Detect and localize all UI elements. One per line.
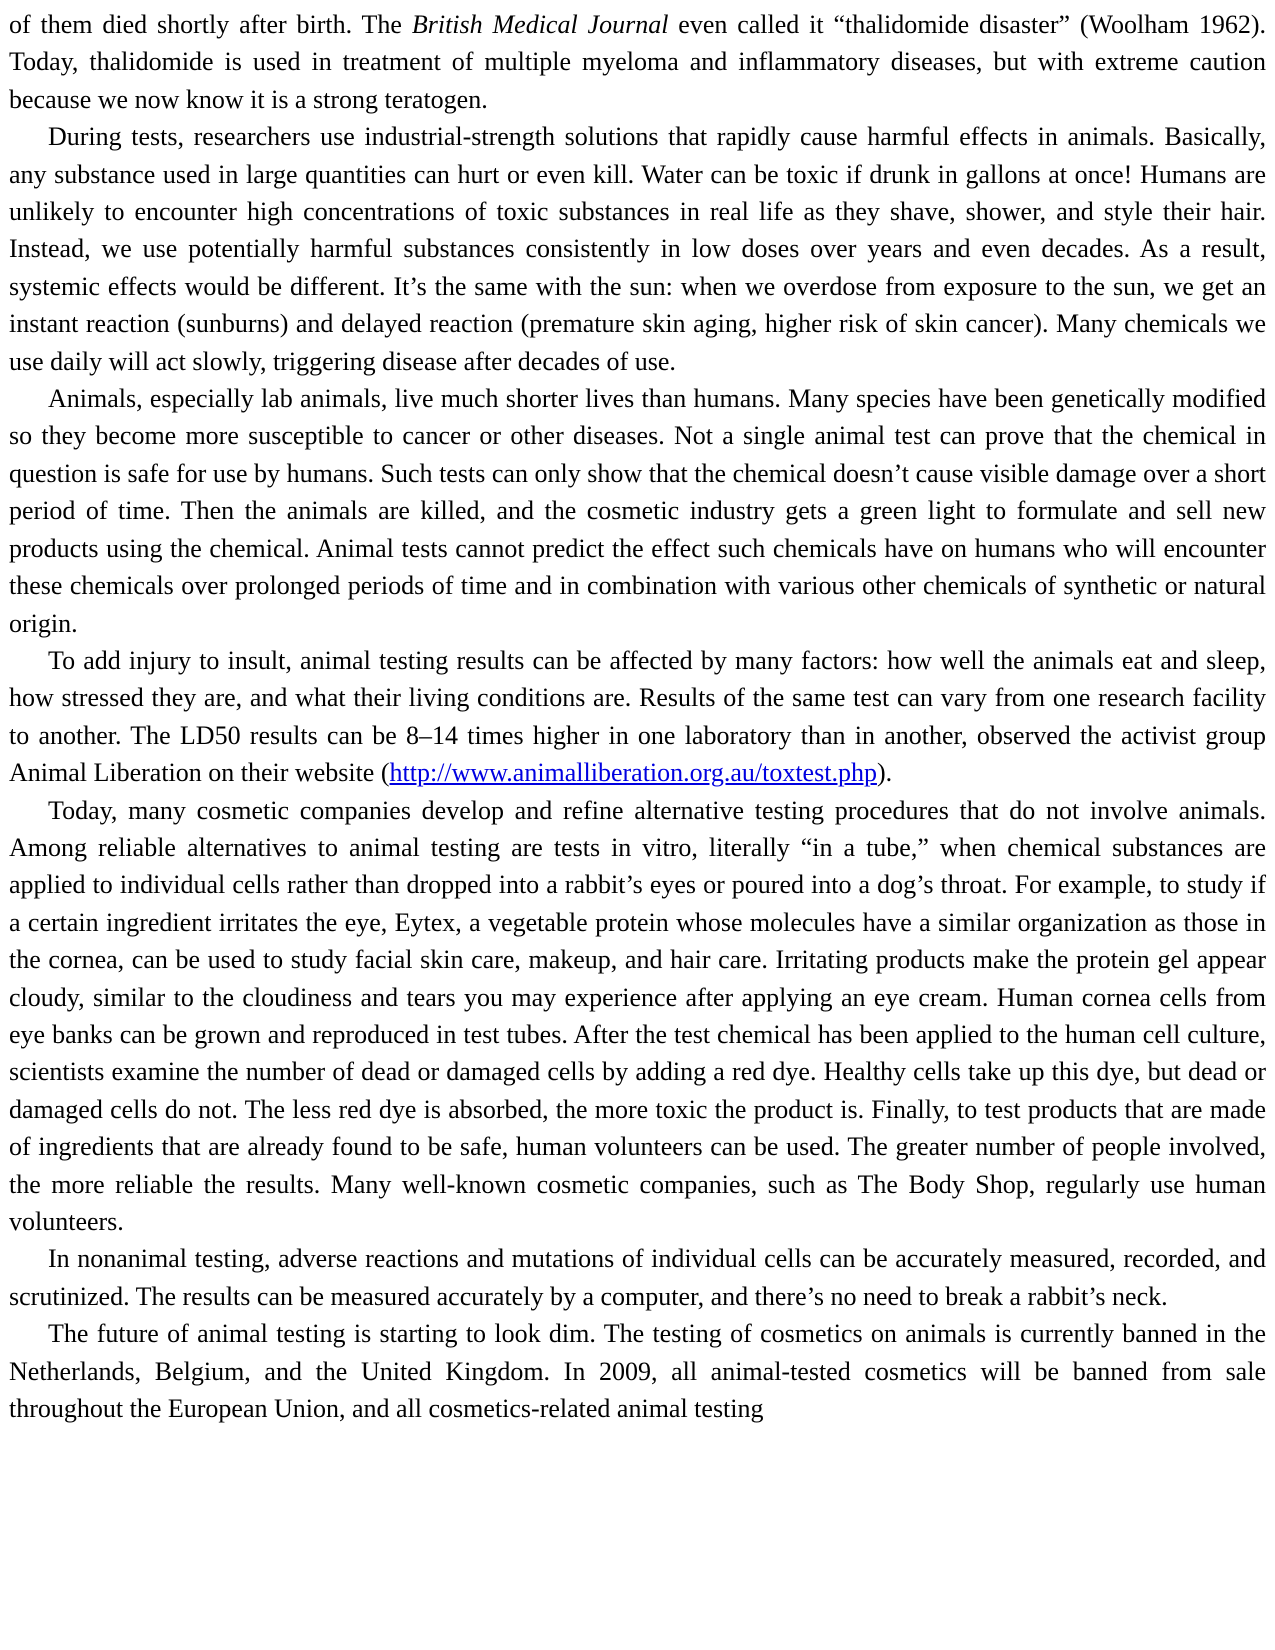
body-text: even called it “thalidomide disaster” (Woolham 1962). Today, thalidomide is used in treatment of multiple myeloma and inflammatory diseases, but with extreme caution because we now know it is a strong teratogen. bbox=[9, 10, 1267, 114]
paragraph bbox=[9, 642, 1266, 792]
body-text: To add injury to insult, animal testing results can be affected by many factors: how well the animals eat and sleep, how stressed they are, and what their living conditions are. Results of the same test can vary from one research facility to another. The LD50 results can be 8–14 times higher in one laboratory than in another, observed the activist group Animal Liberation on their website ( bbox=[9, 645, 1266, 788]
body-text: ). bbox=[876, 758, 893, 788]
body-text: Animals, especially lab animals, live much shorter lives than humans. Many species have been genetically modified so they become more susceptible to cancer or other diseases. Not a single animal test can prove that the chemical in question is safe for use by humans. Such tests can only show that the chemical doesn’t cause visible damage over a short period of time. Then the animals are killed, and the cosmetic industry gets a green light to formulate and sell new products using the chemical. Animal tests cannot predict the effect such chemicals have on humans who will encounter these chemicals over prolonged periods of time and in combination with various other chemicals of synthetic or natural origin. bbox=[9, 384, 1266, 638]
paragraph bbox=[9, 118, 1266, 380]
paragraph bbox=[9, 6, 1266, 118]
body-text: The future of animal testing is starting to look dim. The testing of cosmetics on animals is currently banned in the Netherlands, Belgium, and the United Kingdom. In 2009, all animal-tested cosmetics will be banned from sale throughout the European Union, and all cosmetics-related animal testing bbox=[9, 1319, 1266, 1424]
paragraph bbox=[9, 380, 1266, 642]
paragraph bbox=[9, 1315, 1266, 1427]
body-text: In nonanimal testing, adverse reactions and mutations of individual cells can be accurately measured, recorded, and scrutinized. The results can be measured accurately by a computer, and there’s no need to break a rabbit’s neck. bbox=[9, 1244, 1266, 1311]
body-text: During tests, researchers use industrial-strength solutions that rapidly cause harmful effects in animals. Basically, any substance used in large quantities can hurt or even kill. Water can be toxic if drunk in gallons at once! Humans are unlikely to encounter high concentrations of toxic substances in real life as they shave, shower, and style their hair. Instead, we use potentially harmful substances consistently in low doses over years and even decades. As a result, systemic effects would be different. It’s the same with the sun: when we overdose from exposure to the sun, we get an instant reaction (sunburns) and delayed reaction (premature skin aging, higher risk of skin cancer). Many chemicals we use daily will act slowly, triggering disease after decades of use. bbox=[9, 122, 1266, 376]
body-text: of them died shortly after birth. The bbox=[9, 10, 412, 39]
page-content bbox=[9, 6, 1266, 1427]
italic-text: British Medical Journal bbox=[411, 10, 669, 39]
body-text: Today, many cosmetic companies develop and refine alternative testing procedures that do not involve animals. Among reliable alternatives to animal testing are tests in vitro, literally “in a tube,” when chemical substances are applied to individual cells rather than dropped into a rabbit’s eyes or poured into a dog’s throat. For example, to study if a certain ingredient irritates the eye, Eytex, a vegetable protein whose molecules have a similar organization as those in the cornea, can be used to study facial skin care, makeup, and hair care. Irritating products make the protein gel appear cloudy, similar to the cloudiness and tears you may experience after applying an eye cream. Human cornea cells from eye banks can be grown and reproduced in test tubes. After the test chemical has been applied to the human cell culture, scientists examine the number of dead or damaged cells by adding a red dye. Healthy cells take up this dye, but dead or damaged cells do not. The less red dye is absorbed, the more toxic the product is. Finally, to test products that are made of ingredients that are already found to be safe, human volunteers can be used. The greater number of people involved, the more reliable the results. Many well-known cosmetic companies, such as The Body Shop, regularly use human volunteers. bbox=[9, 795, 1266, 1236]
paragraph bbox=[9, 1240, 1266, 1315]
paragraph bbox=[9, 792, 1266, 1241]
hyperlink[interactable]: http://www.animalliberation.org.au/toxtest.php bbox=[389, 758, 877, 788]
